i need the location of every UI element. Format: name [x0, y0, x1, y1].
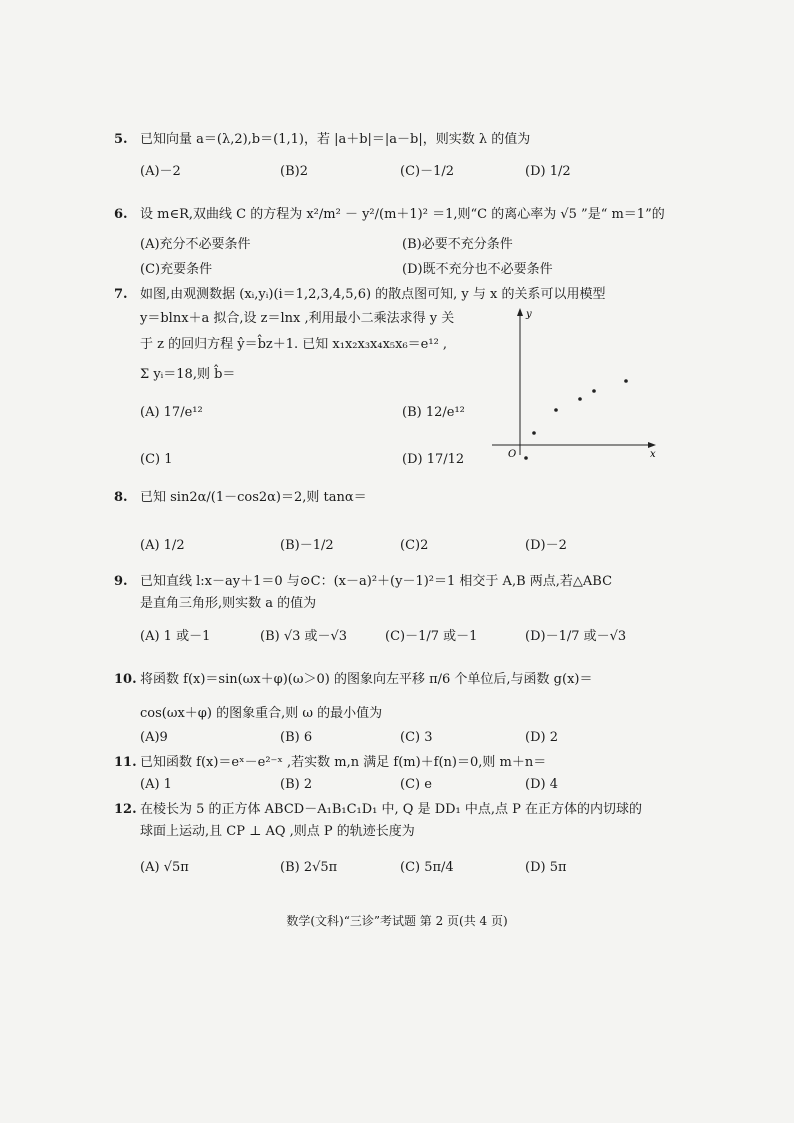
option-c: (C)－1/2 [400, 164, 455, 179]
scatter-point [524, 456, 528, 460]
option-c: (C) 3 [400, 730, 433, 745]
option-d: (D)－2 [525, 538, 567, 553]
scatter-point [532, 431, 536, 435]
option-a: (A) 1 或－1 [140, 629, 211, 644]
option-c: (C) 5π/4 [400, 860, 454, 875]
question-number: 5. [114, 132, 128, 147]
question-number: 9. [114, 574, 128, 589]
question-text-line-2: cos(ωx＋φ) 的图象重合,则 ω 的最小值为 [140, 706, 383, 721]
option-c: (C)－1/7 或－1 [385, 629, 478, 644]
question-number: 11. [114, 755, 137, 770]
option-c: (C)2 [400, 538, 429, 553]
question-number: 10. [114, 672, 137, 687]
question-number: 12. [114, 802, 137, 817]
question-text-line-2: 球面上运动,且 CP ⊥ AQ ,则点 P 的轨迹长度为 [140, 824, 415, 839]
option-b: (B) 6 [280, 730, 313, 745]
question-number: 7. [114, 287, 128, 302]
option-d: (D) 1/2 [525, 164, 571, 179]
option-c: (C) 1 [140, 452, 173, 467]
question-text-line-4: Σ yᵢ＝18,则 b̂＝ [140, 367, 236, 382]
scatter-point [554, 408, 558, 412]
x-axis-label: x [650, 449, 656, 460]
option-d: (D) 4 [525, 777, 558, 792]
option-b: (B)－1/2 [280, 538, 334, 553]
question-text-line-1: 已知直线 l:x－ay＋1＝0 与⊙C：(x－a)²＋(y－1)²＝1 相交于 A,B 两点,若△ABC [140, 574, 613, 589]
question-text-line-2: 是直角三角形,则实数 a 的值为 [140, 596, 317, 611]
y-axis-arrow [517, 308, 523, 316]
option-b: (B) 2 [280, 777, 313, 792]
option-b: (B)2 [280, 164, 308, 179]
question-text-line-1: 在棱长为 5 的正方体 ABCD－A₁B₁C₁D₁ 中, Q 是 DD₁ 中点,点 P 在正方体的内切球的 [140, 802, 643, 817]
question-number: 6. [114, 207, 128, 222]
option-b: (B) 12/e¹² [402, 405, 465, 420]
option-d: (D) 5π [525, 860, 567, 875]
option-a: (A)－2 [140, 164, 181, 179]
y-axis-label: y [526, 309, 532, 320]
option-d: (D)－1/7 或－√3 [525, 629, 627, 644]
option-c: (C) e [400, 777, 432, 792]
origin-label: O [508, 449, 517, 460]
option-b: (B)必要不充分条件 [402, 237, 513, 252]
question-text: 已知向量 a＝(λ,2),b＝(1,1)，若 |a＋b|＝|a－b|，则实数 λ 的值为 [140, 132, 531, 147]
option-d: (D)既不充分也不必要条件 [402, 262, 553, 277]
x-axis-arrow [648, 442, 656, 448]
option-b: (B) 2√5π [280, 860, 338, 875]
scatter-point [592, 389, 596, 393]
option-a: (A) √5π [140, 860, 189, 875]
question-text-line-1: 将函数 f(x)＝sin(ωx＋φ)(ω＞0) 的图象向左平移 π/6 个单位后,与函数 g(x)＝ [140, 672, 593, 687]
option-d: (D) 17/12 [402, 452, 465, 467]
question-text: 已知 sin2α/(1－cos2α)＝2,则 tanα＝ [140, 490, 367, 505]
question-text: 已知函数 f(x)＝eˣ－e²⁻ˣ ,若实数 m,n 满足 f(m)＋f(n)＝0,则 m＋n＝ [140, 755, 547, 770]
question-text-line-2: y＝blnx＋a 拟合,设 z＝lnx ,利用最小二乘法求得 y 关 [140, 311, 455, 326]
question-number: 8. [114, 490, 128, 505]
page-footer: 数学(文科)“三诊”考试题 第 2 页(共 4 页) [286, 914, 508, 928]
option-a: (A) 17/e¹² [140, 405, 203, 420]
option-a: (A)9 [140, 730, 168, 745]
question-text-line-3: 于 z 的回归方程 ŷ＝b̂z＋1. 已知 x₁x₂x₃x₄x₅x₆＝e¹² , [140, 337, 448, 352]
scatter-point [624, 379, 628, 383]
question-text: 设 m∈R,双曲线 C 的方程为 x²/m² － y²/(m＋1)² ＝1,则“C 的离心率为 √5 ”是“ m＝1”的 [140, 207, 665, 222]
option-a: (A) 1/2 [140, 538, 185, 553]
scatter-plot-figure [490, 305, 665, 465]
option-c: (C)充要条件 [140, 262, 213, 277]
scatter-point [578, 397, 582, 401]
option-a: (A) 1 [140, 777, 172, 792]
option-b: (B) √3 或－√3 [260, 629, 348, 644]
option-d: (D) 2 [525, 730, 558, 745]
question-text-line-1: 如图,由观测数据 (xᵢ,yᵢ)(i＝1,2,3,4,5,6) 的散点图可知, y 与 x 的关系可以用模型 [140, 287, 606, 302]
option-a: (A)充分不必要条件 [140, 237, 251, 252]
